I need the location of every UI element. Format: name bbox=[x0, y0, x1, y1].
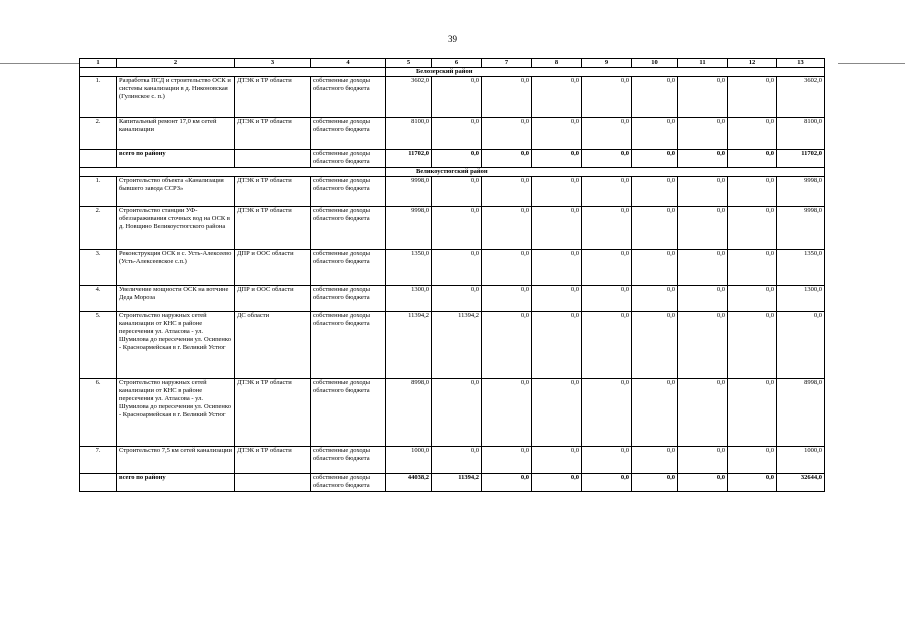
region-title: Великоустюгский район bbox=[386, 168, 825, 177]
column-header: 10 bbox=[632, 59, 678, 68]
row-value: 1000,0 bbox=[777, 447, 825, 474]
total-blank bbox=[235, 474, 311, 492]
row-name: Строительство наружных сетей канализации от КНС в районе пересечения ул. Атласова - ул. Шумилова до пересечения ул. Осипенко - Красноармейская в г. Великий Устюг bbox=[117, 379, 235, 447]
row-name: Капитальный ремонт 17,0 км сетей канализации bbox=[117, 118, 235, 150]
row-value: 0,0 bbox=[632, 77, 678, 118]
row-value: 0,0 bbox=[678, 312, 728, 379]
total-value: 0,0 bbox=[632, 474, 678, 492]
row-value: 8100,0 bbox=[777, 118, 825, 150]
total-value: 0,0 bbox=[728, 474, 777, 492]
total-value: 44038,2 bbox=[386, 474, 432, 492]
table-row bbox=[80, 379, 825, 447]
row-value: 0,0 bbox=[582, 250, 632, 286]
row-organization: ДПР и ООС области bbox=[235, 286, 311, 312]
row-name: Строительство наружных сетей канализации от КНС в районе пересечения ул. Атласова - ул. Шумилова до пересечения ул. Осипенко - Красноармейская в г. Великий Устюг bbox=[117, 312, 235, 379]
row-value: 0,0 bbox=[632, 250, 678, 286]
row-value: 0,0 bbox=[678, 118, 728, 150]
row-value: 0,0 bbox=[678, 286, 728, 312]
table-row bbox=[80, 118, 825, 150]
row-number: 7. bbox=[80, 447, 117, 474]
row-value: 0,0 bbox=[728, 250, 777, 286]
row-value: 9998,0 bbox=[777, 177, 825, 207]
row-value: 0,0 bbox=[728, 379, 777, 447]
header-row bbox=[80, 59, 825, 68]
row-value: 8998,0 bbox=[777, 379, 825, 447]
row-organization: ДТЭК и ТР области bbox=[235, 447, 311, 474]
row-value: 0,0 bbox=[728, 286, 777, 312]
row-organization: ДС области bbox=[235, 312, 311, 379]
total-value: 32644,0 bbox=[777, 474, 825, 492]
column-header: 12 bbox=[728, 59, 777, 68]
row-funding-source: собственные доходы областного бюджета bbox=[311, 250, 386, 286]
total-value: 0,0 bbox=[582, 150, 632, 168]
column-header: 3 bbox=[235, 59, 311, 68]
total-value: 0,0 bbox=[532, 474, 582, 492]
row-value: 0,0 bbox=[482, 118, 532, 150]
row-value: 0,0 bbox=[532, 286, 582, 312]
row-value: 8100,0 bbox=[386, 118, 432, 150]
row-name: Строительство 7,5 км сетей канализации bbox=[117, 447, 235, 474]
row-value: 0,0 bbox=[532, 207, 582, 250]
total-funding-source: собственные доходы областного бюджета bbox=[311, 150, 386, 168]
row-value: 0,0 bbox=[678, 250, 728, 286]
total-value: 0,0 bbox=[432, 150, 482, 168]
row-value: 1300,0 bbox=[777, 286, 825, 312]
row-value: 0,0 bbox=[728, 77, 777, 118]
row-value: 1000,0 bbox=[386, 447, 432, 474]
row-value: 0,0 bbox=[582, 177, 632, 207]
row-value: 0,0 bbox=[532, 250, 582, 286]
row-organization: ДТЭК и ТР области bbox=[235, 379, 311, 447]
row-name: Строительство объекта «Канализация бывшего завода ССРЗ» bbox=[117, 177, 235, 207]
row-value: 0,0 bbox=[632, 286, 678, 312]
row-value: 0,0 bbox=[532, 447, 582, 474]
total-label: всего по району bbox=[117, 474, 235, 492]
total-blank bbox=[80, 474, 117, 492]
total-value: 0,0 bbox=[482, 474, 532, 492]
row-value: 11394,2 bbox=[386, 312, 432, 379]
table-row bbox=[80, 207, 825, 250]
row-number: 1. bbox=[80, 77, 117, 118]
row-value: 3602,0 bbox=[386, 77, 432, 118]
row-value: 0,0 bbox=[582, 286, 632, 312]
row-value: 9998,0 bbox=[386, 177, 432, 207]
row-value: 0,0 bbox=[482, 77, 532, 118]
region-title: Белозерский район bbox=[386, 68, 825, 77]
row-value: 0,0 bbox=[678, 177, 728, 207]
budget-table bbox=[79, 58, 825, 492]
row-value: 0,0 bbox=[532, 312, 582, 379]
row-value: 8998,0 bbox=[386, 379, 432, 447]
row-value: 0,0 bbox=[482, 447, 532, 474]
row-value: 1300,0 bbox=[386, 286, 432, 312]
total-blank bbox=[235, 150, 311, 168]
table-body bbox=[80, 59, 825, 492]
row-value: 0,0 bbox=[728, 447, 777, 474]
row-funding-source: собственные доходы областного бюджета bbox=[311, 447, 386, 474]
row-value: 0,0 bbox=[582, 118, 632, 150]
row-value: 0,0 bbox=[532, 379, 582, 447]
total-value: 0,0 bbox=[632, 150, 678, 168]
row-funding-source: собственные доходы областного бюджета bbox=[311, 207, 386, 250]
column-header: 8 bbox=[532, 59, 582, 68]
total-value: 0,0 bbox=[728, 150, 777, 168]
total-funding-source: собственные доходы областного бюджета bbox=[311, 474, 386, 492]
total-label: всего по району bbox=[117, 150, 235, 168]
page-number: 39 bbox=[448, 34, 457, 44]
row-organization: ДТЭК и ТР области bbox=[235, 118, 311, 150]
row-value: 0,0 bbox=[582, 312, 632, 379]
row-number: 6. bbox=[80, 379, 117, 447]
row-value: 9998,0 bbox=[386, 207, 432, 250]
row-funding-source: собственные доходы областного бюджета bbox=[311, 379, 386, 447]
row-value: 0,0 bbox=[432, 77, 482, 118]
row-value: 0,0 bbox=[432, 379, 482, 447]
row-value: 0,0 bbox=[482, 207, 532, 250]
region-spacer bbox=[80, 168, 386, 177]
row-funding-source: собственные доходы областного бюджета bbox=[311, 286, 386, 312]
row-value: 0,0 bbox=[432, 250, 482, 286]
row-number: 2. bbox=[80, 207, 117, 250]
row-number: 4. bbox=[80, 286, 117, 312]
column-header: 7 bbox=[482, 59, 532, 68]
row-value: 0,0 bbox=[482, 177, 532, 207]
row-name: Строительство станции УФ-обеззараживания сточных вод на ОСК в д. Новщино Великоустюгского района bbox=[117, 207, 235, 250]
row-number: 5. bbox=[80, 312, 117, 379]
table-row bbox=[80, 447, 825, 474]
row-funding-source: собственные доходы областного бюджета bbox=[311, 118, 386, 150]
total-row bbox=[80, 474, 825, 492]
row-value: 0,0 bbox=[632, 312, 678, 379]
column-header: 13 bbox=[777, 59, 825, 68]
row-number: 1. bbox=[80, 177, 117, 207]
row-value: 0,0 bbox=[632, 379, 678, 447]
table-row bbox=[80, 286, 825, 312]
column-header: 6 bbox=[432, 59, 482, 68]
row-value: 0,0 bbox=[432, 286, 482, 312]
row-name: Разработка ПСД и строительство ОСК и системы канализации в д. Никоновская (Гулинское с. п.) bbox=[117, 77, 235, 118]
row-value: 0,0 bbox=[532, 77, 582, 118]
row-value: 0,0 bbox=[432, 177, 482, 207]
total-value: 11702,0 bbox=[777, 150, 825, 168]
region-row bbox=[80, 168, 825, 177]
column-header: 1 bbox=[80, 59, 117, 68]
row-value: 0,0 bbox=[432, 447, 482, 474]
total-row bbox=[80, 150, 825, 168]
row-value: 0,0 bbox=[632, 447, 678, 474]
row-funding-source: собственные доходы областного бюджета bbox=[311, 77, 386, 118]
row-value: 1350,0 bbox=[777, 250, 825, 286]
row-value: 0,0 bbox=[432, 118, 482, 150]
row-value: 0,0 bbox=[728, 207, 777, 250]
row-value: 0,0 bbox=[532, 177, 582, 207]
row-organization: ДТЭК и ТР области bbox=[235, 77, 311, 118]
table-row bbox=[80, 312, 825, 379]
row-name: Реконструкция ОСК в с. Усть-Алексеево (Усть-Алексеевское с.п.) bbox=[117, 250, 235, 286]
row-name: Увеличение мощности ОСК на вотчине Деда Мороза bbox=[117, 286, 235, 312]
page-rule-right bbox=[838, 63, 905, 64]
row-value: 0,0 bbox=[728, 118, 777, 150]
row-value: 1350,0 bbox=[386, 250, 432, 286]
row-value: 0,0 bbox=[482, 250, 532, 286]
row-value: 0,0 bbox=[632, 177, 678, 207]
total-blank bbox=[80, 150, 117, 168]
row-value: 0,0 bbox=[582, 207, 632, 250]
row-value: 0,0 bbox=[632, 118, 678, 150]
row-organization: ДТЭК и ТР области bbox=[235, 207, 311, 250]
row-value: 0,0 bbox=[728, 177, 777, 207]
column-header: 5 bbox=[386, 59, 432, 68]
row-value: 11394,2 bbox=[432, 312, 482, 379]
row-value: 0,0 bbox=[582, 77, 632, 118]
row-value: 0,0 bbox=[632, 207, 678, 250]
row-organization: ДПР и ООС области bbox=[235, 250, 311, 286]
row-value: 0,0 bbox=[482, 312, 532, 379]
column-header: 11 bbox=[678, 59, 728, 68]
row-value: 0,0 bbox=[532, 118, 582, 150]
region-row bbox=[80, 68, 825, 77]
row-value: 0,0 bbox=[432, 207, 482, 250]
column-header: 2 bbox=[117, 59, 235, 68]
total-value: 11702,0 bbox=[386, 150, 432, 168]
row-value: 0,0 bbox=[678, 207, 728, 250]
row-value: 0,0 bbox=[678, 379, 728, 447]
row-value: 9998,0 bbox=[777, 207, 825, 250]
row-value: 0,0 bbox=[482, 286, 532, 312]
row-number: 2. bbox=[80, 118, 117, 150]
total-value: 0,0 bbox=[582, 474, 632, 492]
row-value: 0,0 bbox=[728, 312, 777, 379]
row-value: 0,0 bbox=[482, 379, 532, 447]
row-value: 0,0 bbox=[582, 447, 632, 474]
row-value: 0,0 bbox=[678, 77, 728, 118]
row-organization: ДТЭК и ТР области bbox=[235, 177, 311, 207]
table-row bbox=[80, 250, 825, 286]
row-value: 0,0 bbox=[582, 379, 632, 447]
region-spacer bbox=[80, 68, 386, 77]
row-value: 3602,0 bbox=[777, 77, 825, 118]
total-value: 0,0 bbox=[678, 474, 728, 492]
column-header: 4 bbox=[311, 59, 386, 68]
total-value: 0,0 bbox=[678, 150, 728, 168]
row-funding-source: собственные доходы областного бюджета bbox=[311, 312, 386, 379]
row-number: 3. bbox=[80, 250, 117, 286]
total-value: 0,0 bbox=[482, 150, 532, 168]
page-rule-left bbox=[0, 63, 80, 64]
total-value: 0,0 bbox=[532, 150, 582, 168]
row-value: 0,0 bbox=[777, 312, 825, 379]
column-header: 9 bbox=[582, 59, 632, 68]
table-row bbox=[80, 77, 825, 118]
table-row bbox=[80, 177, 825, 207]
total-value: 11394,2 bbox=[432, 474, 482, 492]
row-funding-source: собственные доходы областного бюджета bbox=[311, 177, 386, 207]
row-value: 0,0 bbox=[678, 447, 728, 474]
